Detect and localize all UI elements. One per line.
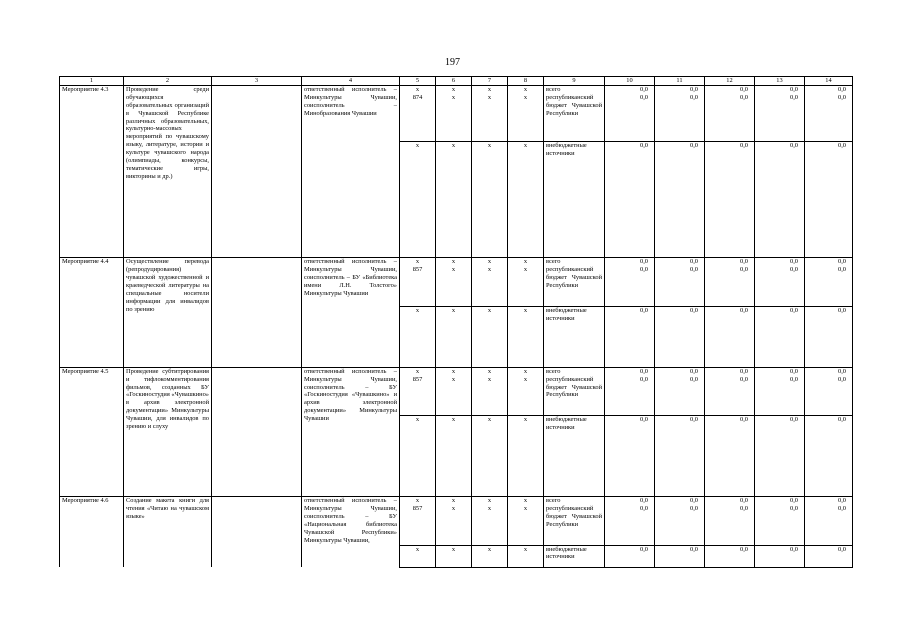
column-number-1: 1 — [60, 77, 124, 86]
value-cell: 0,0 — [705, 85, 755, 93]
funding-source: внебюджетные источники — [544, 545, 605, 567]
funding-source: внебюджетные источники — [544, 416, 605, 497]
column-3-cell — [212, 258, 302, 367]
value-cell: 0,0 — [805, 85, 853, 93]
value-cell: 0,0 — [605, 545, 655, 567]
value-cell: 0,0 — [805, 416, 853, 497]
value-cell: 0,0 — [605, 416, 655, 497]
value-cell: 0,0 — [705, 497, 755, 505]
value-cell: 0,0 — [755, 142, 805, 258]
value-cell: 0,0 — [605, 497, 655, 505]
value-cell: 0,0 — [655, 94, 705, 142]
code-cell-c7: х — [472, 94, 508, 142]
value-cell: 0,0 — [755, 505, 805, 545]
executor-cell: ответственный исполнитель – Минкультуры Чувашии, соисполнитель – БУ «Госкиностудия «Чувашкино» и архив электронной документации» Минкультуры Чувашии — [302, 367, 400, 496]
value-cell: 0,0 — [605, 85, 655, 93]
value-cell: 0,0 — [755, 497, 805, 505]
code-cell-c7: х — [472, 505, 508, 545]
value-cell: 0,0 — [755, 416, 805, 497]
code-cell-c7: х — [472, 258, 508, 266]
code-cell-c8: х — [508, 545, 544, 567]
code-cell-c6: х — [436, 306, 472, 367]
value-cell: 0,0 — [805, 266, 853, 306]
activity-name: Мероприятие 4.5 — [60, 367, 124, 496]
column-number-8: 8 — [508, 77, 544, 86]
column-number-13: 13 — [755, 77, 805, 86]
value-cell: 0,0 — [605, 505, 655, 545]
value-cell: 0,0 — [755, 266, 805, 306]
value-cell: 0,0 — [655, 306, 705, 367]
code-cell-c7: х — [472, 497, 508, 505]
table-row — [60, 85, 853, 93]
code-cell-c6: х — [436, 258, 472, 266]
code-cell-c7: х — [472, 142, 508, 258]
value-cell: 0,0 — [705, 142, 755, 258]
code-cell-c5: х — [400, 367, 436, 375]
column-number-14: 14 — [805, 77, 853, 86]
code-cell-c5: х — [400, 142, 436, 258]
activity-description: Создание макета книги для чтения «Читаю на чувашском языке» — [124, 497, 212, 567]
value-cell: 0,0 — [605, 367, 655, 375]
column-number-3: 3 — [212, 77, 302, 86]
code-cell-c8: х — [508, 376, 544, 416]
value-cell: 0,0 — [805, 306, 853, 367]
activity-name: Мероприятие 4.3 — [60, 85, 124, 257]
code-cell-c6: х — [436, 376, 472, 416]
value-cell: 0,0 — [755, 306, 805, 367]
code-cell-c6: х — [436, 142, 472, 258]
value-cell: 0,0 — [755, 367, 805, 375]
code-cell-c8: х — [508, 258, 544, 266]
column-number-2: 2 — [124, 77, 212, 86]
value-cell: 0,0 — [705, 376, 755, 416]
activity-description: Осуществление перевода (репродуцирования) чувашской художественной и краеведческой литературы на специальные носители информации для инвалидов по зрению — [124, 258, 212, 367]
code-cell-c6: х — [436, 94, 472, 142]
funding-source: внебюджетные источники — [544, 142, 605, 258]
column-3-cell — [212, 85, 302, 257]
value-cell: 0,0 — [805, 142, 853, 258]
value-cell: 0,0 — [705, 94, 755, 142]
column-number-7: 7 — [472, 77, 508, 86]
value-cell: 0,0 — [705, 258, 755, 266]
value-cell: 0,0 — [605, 376, 655, 416]
column-number-4: 4 — [302, 77, 400, 86]
value-cell: 0,0 — [655, 416, 705, 497]
column-number-10: 10 — [605, 77, 655, 86]
value-cell: 0,0 — [705, 545, 755, 567]
value-cell: 0,0 — [805, 497, 853, 505]
code-cell-c7: х — [472, 367, 508, 375]
value-cell: 0,0 — [755, 258, 805, 266]
value-cell: 0,0 — [655, 497, 705, 505]
code-cell-c8: х — [508, 306, 544, 367]
funding-source: всего — [544, 367, 605, 375]
executor-cell: ответственный исполнитель – Минкультуры Чувашии, соисполнитель – БУ «Библиотека имени Л.Н. Толстого» Минкультуры Чувашии — [302, 258, 400, 367]
value-cell: 0,0 — [655, 545, 705, 567]
value-cell: 0,0 — [655, 85, 705, 93]
value-cell: 0,0 — [755, 545, 805, 567]
code-cell-c7: х — [472, 545, 508, 567]
code-cell-c7: х — [472, 306, 508, 367]
code-cell-c5: х — [400, 258, 436, 266]
code-cell-c5: 874 — [400, 94, 436, 142]
code-cell-c6: х — [436, 266, 472, 306]
value-cell: 0,0 — [705, 266, 755, 306]
value-cell: 0,0 — [805, 258, 853, 266]
value-cell: 0,0 — [655, 142, 705, 258]
header-row — [60, 77, 853, 86]
activity-name: Мероприятие 4.4 — [60, 258, 124, 367]
program-table — [59, 76, 853, 568]
code-cell-c6: х — [436, 416, 472, 497]
funding-source: республиканский бюджет Чувашской Республики — [544, 505, 605, 545]
value-cell: 0,0 — [805, 545, 853, 567]
code-cell-c6: х — [436, 367, 472, 375]
funding-source: всего — [544, 497, 605, 505]
activity-description: Проведение среди обучающихся образовательных организаций в Чувашской Республике различных образовательных, культурно-массовых мероприятий по чувашскому языку, литературе, истории и культуре чувашского народа (олимпиады, конкурсы, тематические игры, викторины и др.) — [124, 85, 212, 257]
table-row — [60, 367, 853, 375]
value-cell: 0,0 — [705, 416, 755, 497]
table-row — [60, 497, 853, 505]
code-cell-c7: х — [472, 376, 508, 416]
value-cell: 0,0 — [605, 94, 655, 142]
code-cell-c8: х — [508, 505, 544, 545]
value-cell: 0,0 — [755, 94, 805, 142]
code-cell-c6: х — [436, 545, 472, 567]
column-number-9: 9 — [544, 77, 605, 86]
value-cell: 0,0 — [805, 505, 853, 545]
page-number: 197 — [445, 57, 460, 68]
activity-name: Мероприятие 4.6 — [60, 497, 124, 567]
code-cell-c5: х — [400, 497, 436, 505]
column-3-cell — [212, 367, 302, 496]
column-number-11: 11 — [655, 77, 705, 86]
value-cell: 0,0 — [605, 266, 655, 306]
value-cell: 0,0 — [655, 367, 705, 375]
code-cell-c8: х — [508, 416, 544, 497]
code-cell-c6: х — [436, 497, 472, 505]
activity-description: Проведение субтитрирования и тифлокомментирования фильмов, созданных БУ «Госкиностудия «Чувашкино» в архив электронной документации» Минкультуры Чувашии, для инвалидов по зрению и слуху — [124, 367, 212, 496]
code-cell-c8: х — [508, 94, 544, 142]
code-cell-c5: х — [400, 416, 436, 497]
code-cell-c5: х — [400, 545, 436, 567]
code-cell-c6: х — [436, 85, 472, 93]
code-cell-c8: х — [508, 142, 544, 258]
executor-cell: ответственный исполнитель – Минкультуры Чувашии, соисполнитель – БУ «Национальная библиотека Чувашской Республики» Минкультуры Чувашии, — [302, 497, 400, 567]
value-cell: 0,0 — [655, 266, 705, 306]
code-cell-c5: 857 — [400, 376, 436, 416]
value-cell: 0,0 — [805, 367, 853, 375]
code-cell-c8: х — [508, 266, 544, 306]
code-cell-c8: х — [508, 367, 544, 375]
value-cell: 0,0 — [805, 376, 853, 416]
value-cell: 0,0 — [705, 505, 755, 545]
value-cell: 0,0 — [605, 258, 655, 266]
code-cell-c6: х — [436, 505, 472, 545]
funding-source: республиканский бюджет Чувашской Республики — [544, 266, 605, 306]
code-cell-c7: х — [472, 416, 508, 497]
value-cell: 0,0 — [805, 94, 853, 142]
code-cell-c8: х — [508, 85, 544, 93]
column-number-5: 5 — [400, 77, 436, 86]
value-cell: 0,0 — [655, 258, 705, 266]
value-cell: 0,0 — [655, 505, 705, 545]
funding-source: внебюджетные источники — [544, 306, 605, 367]
executor-cell: ответственный исполнитель – Минкультуры Чувашии, соисполнитель – Минобразования Чувашии — [302, 85, 400, 257]
code-cell-c5: х — [400, 306, 436, 367]
code-cell-c7: х — [472, 85, 508, 93]
code-cell-c8: х — [508, 497, 544, 505]
value-cell: 0,0 — [755, 85, 805, 93]
value-cell: 0,0 — [705, 367, 755, 375]
column-3-cell — [212, 497, 302, 567]
value-cell: 0,0 — [755, 376, 805, 416]
funding-source: всего — [544, 258, 605, 266]
value-cell: 0,0 — [605, 306, 655, 367]
funding-source: всего — [544, 85, 605, 93]
value-cell: 0,0 — [605, 142, 655, 258]
code-cell-c7: х — [472, 266, 508, 306]
funding-source: республиканский бюджет Чувашской Республики — [544, 376, 605, 416]
column-number-6: 6 — [436, 77, 472, 86]
table-row — [60, 258, 853, 266]
value-cell: 0,0 — [655, 376, 705, 416]
funding-source: республиканский бюджет Чувашской Республики — [544, 94, 605, 142]
code-cell-c5: х — [400, 85, 436, 93]
value-cell: 0,0 — [705, 306, 755, 367]
code-cell-c5: 857 — [400, 505, 436, 545]
code-cell-c5: 857 — [400, 266, 436, 306]
column-number-12: 12 — [705, 77, 755, 86]
